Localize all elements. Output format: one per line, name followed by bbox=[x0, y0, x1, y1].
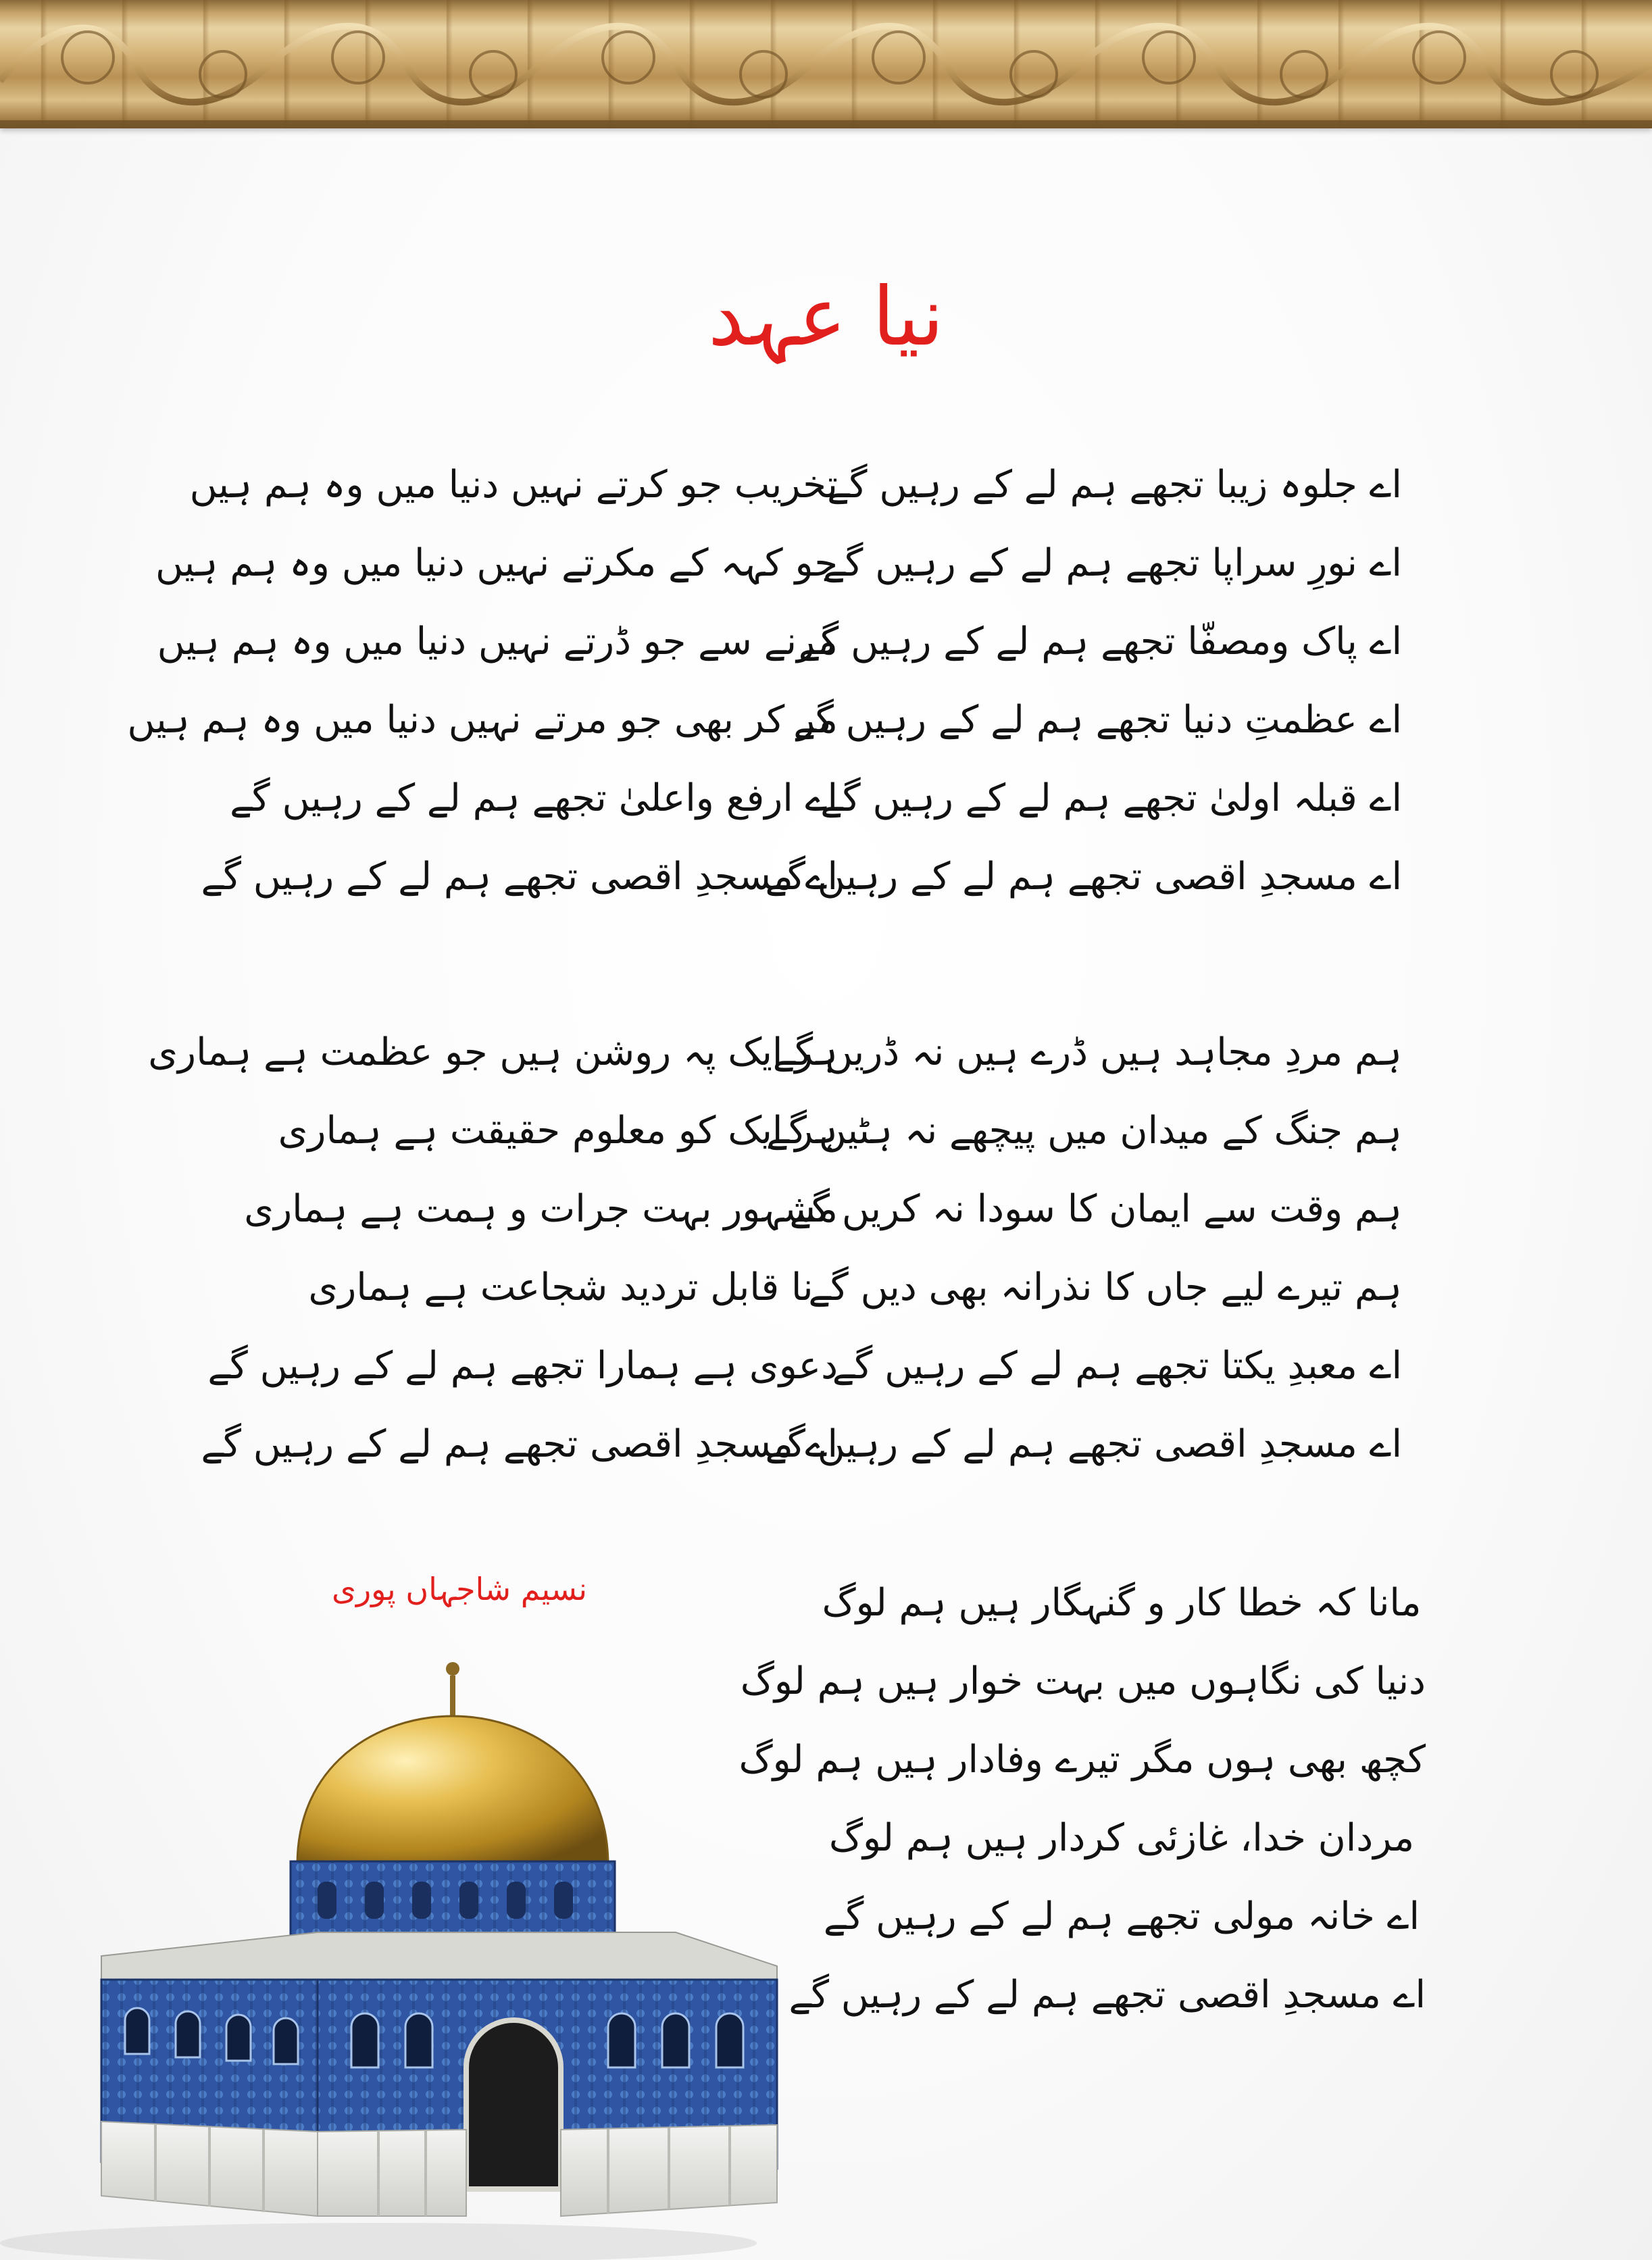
stanza-2-left bbox=[148, 1013, 838, 1484]
poem-line: کچھ بھی ہوں مگر تیرے وفادار ہیں ہم لوگ bbox=[739, 1738, 1426, 1782]
poem-line: ہم تیرے لیے جاں کا نذرانہ بھی دیں گے bbox=[808, 1265, 1402, 1309]
poem-line: اے مسجدِ اقصی تجھے ہم لے کے رہیں گے bbox=[765, 1422, 1402, 1466]
poem-title: نیا عہد bbox=[707, 270, 945, 364]
stanza-1-left bbox=[127, 446, 838, 916]
poem-line: دنیا کی نگاہوں میں بہت خوار ہیں ہم لوگ bbox=[740, 1659, 1426, 1703]
poem-line: جو کہہ کے مکرتے نہیں دنیا میں وہ ہم ہیں bbox=[155, 541, 838, 585]
poem-line: اے معبدِ یکتا تجھے ہم لے کے رہیں گے bbox=[832, 1344, 1402, 1388]
poem-line: اے پاک ومصفّا تجھے ہم لے کے رہیں گے bbox=[798, 620, 1402, 663]
poem-line: اے مسجدِ اقصی تجھے ہم لے کے رہیں گے bbox=[765, 855, 1402, 899]
poem-line: ہر ایک کو معلوم حقیقت ہے ہماری bbox=[278, 1109, 838, 1153]
poem-line: ہم جنگ کے میدان میں پیچھے نہ ہٹیں گے bbox=[766, 1109, 1402, 1153]
poem-line: اے مسجدِ اقصی تجھے ہم لے کے رہیں گے bbox=[789, 1973, 1426, 2017]
poem-line: مشہور بہت جرات و ہمت ہے ہماری bbox=[244, 1187, 838, 1231]
poem-line: تخریب جو کرتے نہیں دنیا میں وہ ہم ہیں bbox=[189, 463, 838, 507]
poem-line: مانا کہ خطا کار و گنہگار ہیں ہم لوگ bbox=[822, 1581, 1422, 1625]
poem-line: ہم مردِ مجاہد ہیں ڈرے ہیں نہ ڈریں گے bbox=[772, 1030, 1402, 1074]
poem-line: نا قابل تردید شجاعت ہے ہماری bbox=[308, 1265, 814, 1309]
poem-line: ہر ایک پہ روشن ہیں جو عظمت ہے ہماری bbox=[148, 1030, 838, 1074]
dome-of-the-rock-image bbox=[0, 1649, 811, 2260]
poem-line: ہم وقت سے ایمان کا سودا نہ کریں گے bbox=[789, 1187, 1402, 1231]
poem-line: اے خانہ مولی تجھے ہم لے کے رہیں گے bbox=[823, 1894, 1420, 1938]
poem-line: مرنے سے جو ڈرتے نہیں دنیا میں وہ ہم ہیں bbox=[157, 620, 838, 663]
ornamental-border bbox=[0, 0, 1652, 128]
poem-line: اے مسجدِ اقصی تجھے ہم لے کے رہیں گے bbox=[201, 855, 838, 899]
poem-line: مر کر بھی جو مرتے نہیں دنیا میں وہ ہم ہیں bbox=[127, 698, 838, 742]
poem-line: اے نورِ سراپا تجھے ہم لے کے رہیں گے bbox=[822, 541, 1402, 585]
stanza-1-right bbox=[765, 446, 1402, 916]
stanza-3-right bbox=[739, 1564, 1426, 2034]
poem-line: اے عظمتِ دنیا تجھے ہم لے کے رہیں گے bbox=[793, 698, 1402, 742]
poem-line: اے مسجدِ اقصی تجھے ہم لے کے رہیں گے bbox=[201, 1422, 838, 1466]
poem-line: اے ارفع واعلیٰ تجھے ہم لے کے رہیں گے bbox=[230, 776, 838, 820]
poem-line: اے قبلہ اولیٰ تجھے ہم لے کے رہیں گے bbox=[820, 776, 1402, 820]
poem-line: اے جلوہ زیبا تجھے ہم لے کے رہیں گے bbox=[827, 463, 1402, 507]
poem-line: مردان خدا، غازئی کردار ہیں ہم لوگ bbox=[828, 1816, 1415, 1860]
poem-line: دعوی ہے ہمارا تجھے ہم لے کے رہیں گے bbox=[207, 1344, 838, 1388]
ornamental-border-scrolls bbox=[0, 0, 1652, 128]
stanza-2-right bbox=[765, 1013, 1402, 1484]
poet-name: نسیم شاجہاں پوری bbox=[331, 1571, 588, 1607]
